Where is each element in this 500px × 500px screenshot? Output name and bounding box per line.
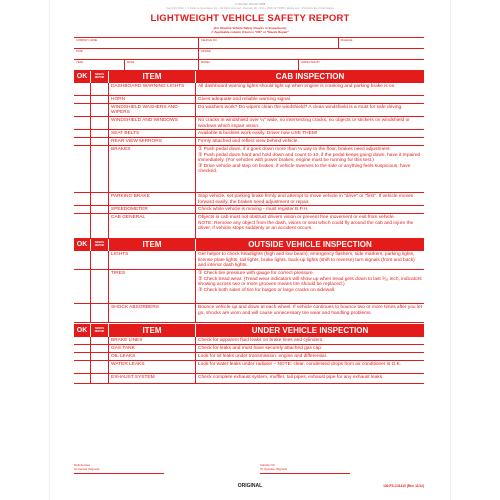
needs-repair-column-header: NEEDS REPAIR — [91, 70, 108, 83]
vehicle-no-field[interactable]: VEHICLE NO. — [201, 38, 218, 42]
ok-checkbox[interactable] — [74, 96, 91, 103]
needs-repair-checkbox[interactable] — [91, 214, 109, 238]
item-name: REAR VIEW MIRRORS — [111, 139, 162, 144]
ok-checkbox[interactable] — [74, 83, 91, 95]
reorder-note: To Reorder: 800-327-6868 — [234, 3, 266, 6]
ok-checkbox[interactable] — [74, 104, 91, 116]
table-row — [74, 117, 424, 130]
needs-repair-checkbox[interactable] — [91, 146, 109, 192]
item-description: Get helper to check headlights (high and low beam), emergency flashers, side markers, parking lights, license plate lights, tail lights, brake lights, back-up lights (shift to reverse) turn signals (front and back) and interior dash lights. — [198, 252, 415, 268]
item-name: HORN — [111, 97, 126, 102]
ok-checkbox[interactable] — [74, 138, 91, 145]
driver-field[interactable]: DRIVER — [201, 49, 211, 53]
item-column-header: ITEM — [109, 238, 195, 251]
deficiencies-signature-line[interactable] — [74, 473, 164, 474]
section-header — [74, 238, 424, 251]
vehicle-ok-label: Vehicle OK To Operate (Signed) — [260, 463, 288, 471]
ok-checkbox[interactable] — [74, 353, 91, 360]
item-description: ① Check tire pressure with gauge for correct pressure. ② Check tread wear. (Tread wear indicators will show up when tread gets down to last ⅟₁₆ inch, indicators showing across two or more grooves means tire should be replaced.) ③ Check both sides of tire for bulges or large cracks on sidewall. — [198, 271, 422, 293]
item-description: Available & buckles work easily. Driver now USE THEM! — [198, 131, 318, 136]
table-row — [74, 193, 424, 206]
item-column-header: ITEM — [109, 324, 195, 337]
ok-checkbox[interactable] — [74, 146, 91, 192]
table-row — [74, 96, 424, 104]
ok-column-header: OK — [74, 70, 90, 83]
table-row — [74, 138, 424, 146]
item-description: Stop vehicle, set parking brake firmly and attempt to move vehicle in "drive" or "first". If vehicle moves forward easily, the brakes need adjustment or repair. — [198, 194, 414, 205]
table-row — [74, 345, 424, 353]
section-header — [74, 70, 424, 83]
needs-repair-checkbox[interactable] — [91, 337, 109, 344]
report-instruction: ✔ Applicable column if item is "OK" or "Needs Repair" — [211, 30, 289, 34]
table-row — [74, 337, 424, 345]
needs-repair-checkbox[interactable] — [91, 104, 109, 116]
item-description: Check for apparent fluid leaks on brake lines and cylinders. — [198, 338, 324, 344]
report-title: LIGHTWEIGHT VEHICLE SAFETY REPORT — [150, 13, 350, 24]
date-field[interactable]: DATE — [76, 49, 83, 53]
needs-repair-checkbox[interactable] — [91, 304, 109, 322]
needs-repair-checkbox[interactable] — [91, 270, 109, 303]
report-subtitle: (For Routine Vehicle Safety Checks or Inspections) — [213, 26, 287, 30]
item-description: ① Push pedal down, if it goes down more than ⅓ way to the floor, brakes need adjustment. ② Push pedal down hard and hold down and count to 10, if the pedal keeps going down, have it repaired immediately. (For vehicles with power brakes, engine must be running for this test.) ③ Drive vehicle and step on brakes, if vehicle swerves to the side or anything feels suspicious, have checked. — [198, 147, 421, 174]
item-name: BRAKE LINES — [111, 338, 143, 344]
ok-checkbox[interactable] — [74, 206, 91, 213]
item-description: Objects in cab must not obstruct drivers vision or prevent free movement or exit from vehicle. NOTE: Remove any object from the dash, visors or seat which could fly around the cab and injure the driver, if vehicle stops suddenly or an accident occurs. — [198, 215, 414, 231]
item-column-header: ITEM — [109, 70, 195, 83]
table-row — [74, 206, 424, 214]
item-description: No cracks in windshield over ¼" wide, no intersecting cracks, no objects or stickers on windshield or windows which impair vision. — [198, 118, 410, 129]
make-field[interactable]: MAKE — [127, 60, 135, 64]
ok-checkbox[interactable] — [74, 130, 91, 137]
item-name: SHOCK ABSORBERS — [111, 305, 159, 310]
needs-repair-checkbox[interactable] — [91, 138, 109, 145]
table-row — [74, 270, 424, 304]
section-0 — [74, 70, 424, 239]
needs-repair-checkbox[interactable] — [91, 193, 109, 205]
ok-checkbox[interactable] — [74, 251, 91, 269]
table-row — [74, 83, 424, 96]
item-description: Check complete exhaust system, muffler, tail pipes, exhaust pipe for any exhaust leaks. — [198, 375, 384, 381]
table-row — [74, 214, 424, 239]
item-description: Do washers work? Do wipers clean the windshield? A clean windshield is a must for safe driving. — [198, 105, 403, 110]
item-name: BRAKES — [111, 147, 131, 152]
section-1 — [74, 238, 424, 323]
report-sheet — [50, 0, 450, 500]
needs-repair-checkbox[interactable] — [91, 206, 109, 213]
needs-repair-checkbox[interactable] — [91, 361, 109, 373]
table-row — [74, 104, 424, 117]
year-field[interactable]: YEAR — [76, 60, 84, 64]
section-title: UNDER VEHICLE INSPECTION — [196, 324, 424, 337]
item-name: WATER LEAKS — [111, 362, 145, 368]
item-name: WINDSHIELD AND WINDOWS — [111, 118, 178, 123]
copyright-line: Copyright 2012 J. J. Keller & Associates, Inc. • All rights reserved • Neenah, WI • USA • (800) 327-6868 • jjkeller.com • Printed in the United States — [166, 7, 334, 10]
company-name-field[interactable]: COMPANY NAME — [76, 38, 98, 42]
section-title: OUTSIDE VEHICLE INSPECTION — [196, 238, 424, 251]
item-description: All dashboard warning lights should light up when engine is cranking and parking brake is on. — [198, 84, 396, 89]
ok-checkbox[interactable] — [74, 193, 91, 205]
table-row — [74, 374, 424, 384]
item-description: Check while vehicle is moving - must register B.P.H. — [198, 207, 309, 212]
vehicle-ok-signature-line[interactable] — [260, 473, 350, 474]
item-name: PARKING BRAKE — [111, 194, 150, 199]
item-description: Gives adequate and reliable warning signal. — [198, 97, 292, 102]
needs-repair-checkbox[interactable] — [91, 345, 109, 352]
form-code: 130-FS-C31410 (Rev. 11/12) — [383, 484, 424, 488]
mileage-field[interactable]: MILEAGE — [341, 38, 353, 42]
ok-checkbox[interactable] — [74, 361, 91, 373]
item-name: CAB GENERAL — [111, 215, 146, 220]
needs-repair-checkbox[interactable] — [91, 130, 109, 137]
needs-repair-column-header: NEEDS REPAIR — [91, 324, 108, 337]
ok-checkbox[interactable] — [74, 374, 91, 383]
table-row — [74, 353, 424, 361]
item-description: Look for water leaks under radiator – NOTE: clear, condensed drops from air conditioner is O.K. — [198, 362, 402, 368]
needs-repair-checkbox[interactable] — [91, 353, 109, 360]
table-row — [74, 251, 424, 270]
ok-column-header: OK — [74, 324, 90, 337]
original-label: ORIGINAL — [237, 483, 263, 489]
ok-checkbox[interactable] — [74, 270, 91, 303]
item-name: TIRES — [111, 271, 126, 276]
needs-repair-checkbox[interactable] — [91, 96, 109, 103]
item-name: SPEEDOMETER — [111, 207, 148, 212]
needs-repair-checkbox[interactable] — [91, 374, 109, 383]
item-description: Look for oil leaks under transmission, engine and differential. — [198, 354, 327, 360]
table-row — [74, 130, 424, 138]
item-description: Firmly attached and reflect view behind vehicle. — [198, 139, 299, 144]
header-fields — [74, 37, 424, 71]
ok-checkbox[interactable] — [74, 337, 91, 344]
ok-checkbox[interactable] — [74, 214, 91, 238]
needs-repair-checkbox[interactable] — [91, 117, 109, 129]
section-header — [74, 324, 424, 337]
ok-checkbox[interactable] — [74, 304, 91, 322]
ok-checkbox[interactable] — [74, 345, 91, 352]
item-name: SEAT BELTS — [111, 131, 140, 136]
inspected-by-field[interactable]: INSPECTED BY — [301, 60, 321, 64]
item-name: DASHBOARD WARNING LIGHTS — [111, 84, 185, 89]
table-row — [74, 304, 424, 323]
item-name: OIL LEAKS — [111, 354, 136, 360]
item-name: LIGHTS — [111, 252, 129, 257]
needs-repair-column-header: NEEDS REPAIR — [91, 238, 108, 251]
needs-repair-checkbox[interactable] — [91, 251, 109, 269]
section-title: CAB INSPECTION — [196, 70, 424, 83]
item-name: WINDSHIELD WASHERS AND WIPERS — [111, 105, 178, 116]
ok-column-header: OK — [74, 238, 90, 251]
item-description: Bounce vehicle up and down at each wheel. If vehicle continues to bounce two or more times after you let go, shocks are worn and will cause unnecessary tire wear and handling problems. — [198, 305, 422, 316]
table-row — [74, 146, 424, 193]
model-field[interactable]: MODEL — [201, 60, 211, 64]
deficiencies-label: Deficiencies Corrected (Signed) — [74, 463, 100, 471]
item-name: EXHAUST SYSTEM — [111, 375, 155, 381]
item-description: Check for leaks and must have securely attached gas cap. — [198, 346, 323, 352]
ok-checkbox[interactable] — [74, 117, 91, 129]
item-name: GAS TANK — [111, 346, 135, 352]
needs-repair-checkbox[interactable] — [91, 83, 109, 95]
table-row — [74, 361, 424, 374]
section-2 — [74, 324, 424, 384]
